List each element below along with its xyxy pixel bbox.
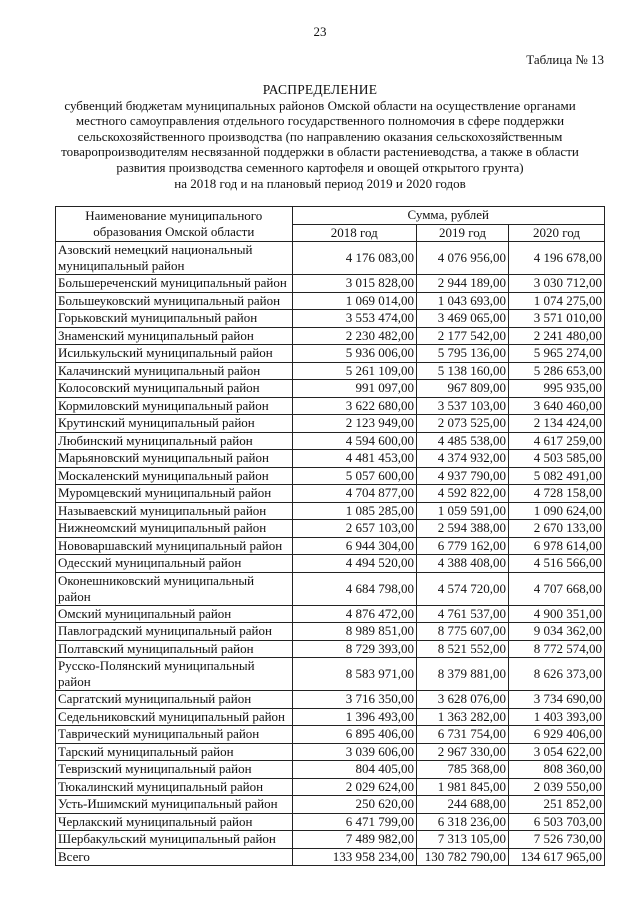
municipality-name: Калачинский муниципальный район [56,362,293,380]
amount-2019: 1 059 591,00 [416,502,508,520]
table-row [56,242,605,275]
header-municipality: Наименование муниципального образования Омской области [56,207,293,242]
amount-2020: 2 670 133,00 [509,520,605,538]
amount-2018: 4 481 453,00 [292,450,416,468]
amount-2020: 4 900 351,00 [509,605,605,623]
municipality-name: Тарский муниципальный район [56,743,293,761]
municipality-name: Оконешниковский муниципальный район [56,572,293,605]
amount-2020: 3 030 712,00 [509,275,605,293]
municipality-name: Всего [56,848,293,866]
table-row [56,327,605,345]
table-row [56,605,605,623]
amount-2019: 5 795 136,00 [416,345,508,363]
amount-2019: 4 761 537,00 [416,605,508,623]
amount-2020: 5 965 274,00 [509,345,605,363]
municipality-name: Нижнеомский муниципальный район [56,520,293,538]
amount-2020: 995 935,00 [509,380,605,398]
amount-2019: 4 592 822,00 [416,485,508,503]
municipality-name: Колосовский муниципальный район [56,380,293,398]
amount-2019: 2 594 388,00 [416,520,508,538]
amount-2019: 3 628 076,00 [416,691,508,709]
amount-2018: 4 684 798,00 [292,572,416,605]
table-row [56,640,605,658]
amount-2018: 991 097,00 [292,380,416,398]
amount-2018: 4 494 520,00 [292,555,416,573]
amount-2019: 244 688,00 [416,796,508,814]
title-line: субвенций бюджетам муниципальных районов Омской области на осуществление органами [64,97,576,113]
amount-2018: 6 944 304,00 [292,537,416,555]
amount-2018: 5 936 006,00 [292,345,416,363]
amount-2018: 133 958 234,00 [292,848,416,866]
amount-2019: 2 073 525,00 [416,415,508,433]
amount-2019: 130 782 790,00 [416,848,508,866]
amount-2020: 3 571 010,00 [509,310,605,328]
table-row [56,310,605,328]
amount-2020: 6 978 614,00 [509,537,605,555]
table-row [56,691,605,709]
amount-2019: 5 138 160,00 [416,362,508,380]
amount-2020: 9 034 362,00 [509,623,605,641]
amount-2018: 8 583 971,00 [292,658,416,691]
amount-2019: 8 775 607,00 [416,623,508,641]
table-row [56,623,605,641]
table-row [56,467,605,485]
amount-2020: 5 286 653,00 [509,362,605,380]
table-row [56,796,605,814]
amount-2019: 4 388 408,00 [416,555,508,573]
municipality-name: Большереченский муниципальный район [56,275,293,293]
amount-2020: 2 039 550,00 [509,778,605,796]
table-row [56,778,605,796]
table-label: Таблица № 13 [526,52,604,67]
title-line: сельскохозяйственного производства (по направлению оказания сельскохозяйственным [77,128,563,144]
title-line: местного самоуправления отдельного государственного полномочия в сфере поддержки [75,113,565,129]
amount-2018: 2 123 949,00 [292,415,416,433]
municipality-name: Марьяновский муниципальный район [56,450,293,468]
amount-2018: 1 396 493,00 [292,708,416,726]
table-row [56,432,605,450]
amount-2019: 4 374 932,00 [416,450,508,468]
page-number: 23 [313,24,327,39]
table-row [56,572,605,605]
municipality-name: Муромцевский муниципальный район [56,485,293,503]
amount-2019: 6 779 162,00 [416,537,508,555]
amount-2018: 250 620,00 [292,796,416,814]
municipality-name: Называевский муниципальный район [56,502,293,520]
amount-2018: 3 039 606,00 [292,743,416,761]
header-2019: 2019 год [416,224,508,242]
amount-2019: 4 076 956,00 [416,242,508,275]
amount-2020: 134 617 965,00 [509,848,605,866]
municipality-name: Усть-Ишимский муниципальный район [56,796,293,814]
table-row [56,345,605,363]
amount-2020: 1 090 624,00 [509,502,605,520]
municipality-name: Большеуковский муниципальный район [56,292,293,310]
amount-2020: 4 707 668,00 [509,572,605,605]
municipality-name: Тевризский муниципальный район [56,761,293,779]
amount-2018: 4 176 083,00 [292,242,416,275]
table-row [56,726,605,744]
amount-2018: 1 069 014,00 [292,292,416,310]
header-2020: 2020 год [509,224,605,242]
amount-2019: 7 313 105,00 [416,831,508,849]
amount-2018: 4 704 877,00 [292,485,416,503]
municipality-name: Знаменский муниципальный район [56,327,293,345]
amount-2018: 5 261 109,00 [292,362,416,380]
municipality-name: Черлакский муниципальный район [56,813,293,831]
municipality-name: Павлоградский муниципальный район [56,623,293,641]
amount-2018: 3 716 350,00 [292,691,416,709]
amount-2018: 7 489 982,00 [292,831,416,849]
municipality-name: Русско-Полянский муниципальный район [56,658,293,691]
amount-2018: 1 085 285,00 [292,502,416,520]
amount-2018: 3 015 828,00 [292,275,416,293]
amount-2020: 3 734 690,00 [509,691,605,709]
header-sum-group: Сумма, рублей [292,207,604,225]
municipality-name: Полтавский муниципальный район [56,640,293,658]
municipality-name: Крутинский муниципальный район [56,415,293,433]
amount-2020: 808 360,00 [509,761,605,779]
amount-2019: 8 521 552,00 [416,640,508,658]
municipality-name: Тюкалинский муниципальный район [56,778,293,796]
amount-2018: 4 876 472,00 [292,605,416,623]
amount-2019: 4 937 790,00 [416,467,508,485]
header-row [56,207,605,225]
municipality-name: Горьковский муниципальный район [56,310,293,328]
table-row [56,813,605,831]
title-line: на 2018 год и на плановый период 2019 и 2020 годов [174,175,466,191]
amount-2020: 8 772 574,00 [509,640,605,658]
amount-2018: 6 895 406,00 [292,726,416,744]
amount-2018: 3 622 680,00 [292,397,416,415]
amount-2018: 804 405,00 [292,761,416,779]
amount-2019: 4 485 538,00 [416,432,508,450]
table-row [56,520,605,538]
table-row [56,658,605,691]
amount-2020: 4 196 678,00 [509,242,605,275]
table-row [56,831,605,849]
amount-2020: 7 526 730,00 [509,831,605,849]
amount-2019: 1 043 693,00 [416,292,508,310]
table-row [56,708,605,726]
amount-2019: 2 177 542,00 [416,327,508,345]
municipality-name: Одесский муниципальный район [56,555,293,573]
table-row [56,362,605,380]
amount-2018: 6 471 799,00 [292,813,416,831]
table-row [56,502,605,520]
amount-2018: 2 657 103,00 [292,520,416,538]
amount-2020: 251 852,00 [509,796,605,814]
municipality-name: Кормиловский муниципальный район [56,397,293,415]
amount-2020: 4 617 259,00 [509,432,605,450]
table-row [56,555,605,573]
amount-2020: 6 503 703,00 [509,813,605,831]
amount-2020: 8 626 373,00 [509,658,605,691]
amount-2020: 1 403 393,00 [509,708,605,726]
amount-2019: 3 537 103,00 [416,397,508,415]
document-title [40,82,600,191]
amount-2018: 3 553 474,00 [292,310,416,328]
amount-2020: 4 503 585,00 [509,450,605,468]
amount-2019: 4 574 720,00 [416,572,508,605]
amount-2018: 5 057 600,00 [292,467,416,485]
amount-2020: 1 074 275,00 [509,292,605,310]
table-row [56,275,605,293]
amount-2020: 4 728 158,00 [509,485,605,503]
title-line: товаропроизводителям несвязанной поддержки в области растениеводства, а также в области [61,144,579,160]
table-row [56,415,605,433]
amount-2020: 2 241 480,00 [509,327,605,345]
municipality-name: Любинский муниципальный район [56,432,293,450]
municipality-name: Нововаршавский муниципальный район [56,537,293,555]
table-row [56,537,605,555]
table-row [56,743,605,761]
amount-2020: 4 516 566,00 [509,555,605,573]
amount-2018: 8 989 851,00 [292,623,416,641]
amount-2020: 6 929 406,00 [509,726,605,744]
table-row [56,485,605,503]
amount-2019: 785 368,00 [416,761,508,779]
amount-2020: 3 054 622,00 [509,743,605,761]
municipality-name: Москаленский муниципальный район [56,467,293,485]
table-row [56,292,605,310]
title-line: развития производства семенного картофеля и овощей открытого грунта) [116,159,524,175]
amount-2018: 8 729 393,00 [292,640,416,658]
header-2018: 2018 год [292,224,416,242]
municipality-name: Исилькульский муниципальный район [56,345,293,363]
amount-2019: 8 379 881,00 [416,658,508,691]
table-body [56,242,605,866]
amount-2019: 1 981 845,00 [416,778,508,796]
municipality-name: Саргатский муниципальный район [56,691,293,709]
amount-2019: 1 363 282,00 [416,708,508,726]
total-row [56,848,605,866]
municipality-name: Таврический муниципальный район [56,726,293,744]
amount-2018: 2 230 482,00 [292,327,416,345]
amount-2019: 3 469 065,00 [416,310,508,328]
amount-2019: 2 967 330,00 [416,743,508,761]
amount-2019: 2 944 189,00 [416,275,508,293]
municipality-name: Омский муниципальный район [56,605,293,623]
table-row [56,761,605,779]
title-heading: РАСПРЕДЕЛЕНИЕ [262,82,378,97]
municipality-name: Шербакульский муниципальный район [56,831,293,849]
municipality-name: Седельниковский муниципальный район [56,708,293,726]
amount-2019: 967 809,00 [416,380,508,398]
amount-2019: 6 731 754,00 [416,726,508,744]
table-row [56,380,605,398]
amount-2019: 6 318 236,00 [416,813,508,831]
amount-2020: 3 640 460,00 [509,397,605,415]
amount-2020: 2 134 424,00 [509,415,605,433]
table-row [56,397,605,415]
municipality-name: Азовский немецкий национальный муниципальный район [56,242,293,275]
amount-2018: 4 594 600,00 [292,432,416,450]
distribution-table [55,206,605,866]
table-row [56,450,605,468]
amount-2020: 5 082 491,00 [509,467,605,485]
amount-2018: 2 029 624,00 [292,778,416,796]
